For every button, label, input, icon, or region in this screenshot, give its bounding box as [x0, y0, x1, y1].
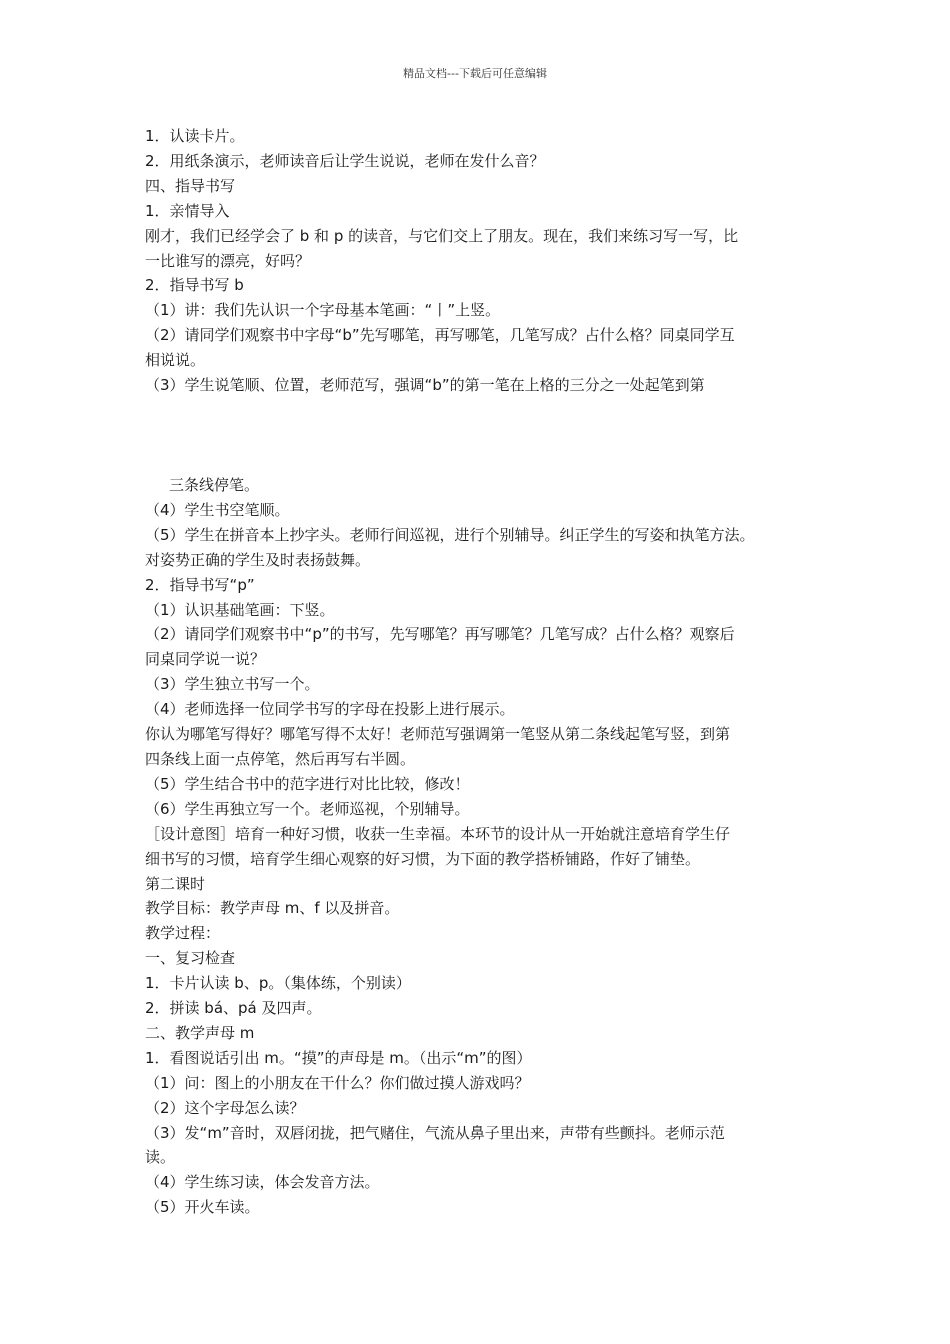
- text-line: 2．拼读 bá、pá 及四声。: [145, 999, 322, 1018]
- text-line: 2．用纸条演示，老师读音后让学生说说，老师在发什么音？: [145, 151, 545, 170]
- text-line: 对姿势正确的学生及时表扬鼓舞。: [145, 550, 371, 569]
- text-line: 你认为哪笔写得好？哪笔写得不太好！老师范写强调第一笔竖从第二条线起笔写竖，到第: [145, 725, 731, 744]
- text-line: （1）认识基础笔画：下竖。: [145, 600, 335, 619]
- text-line: 同桌同学说一说？: [145, 650, 266, 669]
- text-line: （1）讲：我们先认识一个字母基本笔画：“丨”上竖。: [145, 301, 501, 320]
- text-line: 2．指导书写“p”: [145, 575, 255, 594]
- text-line: ［设计意图］培育一种好习惯，收获一生幸福。本环节的设计从一开始就注意培育学生仔: [145, 824, 731, 843]
- text-line: 四条线上面一点停笔，然后再写右半圆。: [145, 749, 416, 768]
- text-line: （4）老师选择一位同学书写的字母在投影上进行展示。: [145, 700, 515, 719]
- text-line: 三条线停笔。: [169, 476, 260, 494]
- text-line: 1．看图说话引出 m。“摸”的声母是 m。（出示“m”的图）: [145, 1048, 532, 1067]
- text-line: （2）请同学们观察书中“p”的书写，先写哪笔？再写哪笔？几笔写成？占什么格？观察后: [145, 625, 735, 644]
- text-line: （2）这个字母怎么读？: [145, 1098, 305, 1117]
- text-line: 2．指导书写 b: [145, 276, 244, 295]
- text-line: 教学目标：教学声母 m、f 以及拼音。: [145, 899, 400, 918]
- text-line: （6）学生再独立写一个。老师巡视，个别辅导。: [145, 799, 470, 818]
- text-line: 1．卡片认读 b、p。（集体练，个别读）: [145, 974, 411, 993]
- section-heading: 二、教学声母 m: [145, 1023, 255, 1042]
- text-block-bottom: [145, 473, 825, 1220]
- text-line: （1）问：图上的小朋友在干什么？你们做过摸人游戏吗？: [145, 1073, 530, 1092]
- text-line: 1．亲情导入: [145, 201, 230, 220]
- text-block-top: [145, 124, 825, 398]
- text-line: （2）请同学们观察书中字母“b”先写哪笔，再写哪笔，几笔写成？占什么格？同桌同学互: [145, 326, 735, 345]
- text-line: （5）开火车读。: [145, 1198, 260, 1217]
- text-line: 1．认读卡片。: [145, 127, 245, 145]
- text-line: 教学过程：: [145, 924, 221, 943]
- text-line: 细书写的习惯，培育学生细心观察的好习惯，为下面的教学搭桥铺路，作好了铺垫。: [145, 849, 701, 868]
- page-header: 精品文档---下载后可任意编辑: [403, 67, 547, 80]
- text-line: （5）学生结合书中的范字进行对比比较，修改！: [145, 774, 470, 793]
- text-line: （3）学生说笔顺、位置，老师范写，强调“b”的第一笔在上格的三分之一处起笔到第: [145, 376, 705, 395]
- text-line: （4）学生练习读，体会发音方法。: [145, 1173, 380, 1192]
- text-line: （3）发“m”音时，双唇闭拢，把气赌住，气流从鼻子里出来，声带有些颤抖。老师示范: [145, 1123, 725, 1142]
- text-line: 刚才，我们已经学会了 b 和 p 的读音，与它们交上了朋友。现在，我们来练习写一写，比: [145, 226, 739, 245]
- text-line: （3）学生独立书写一个。: [145, 675, 320, 694]
- text-line: 一比谁写的漂亮，好吗？: [145, 251, 311, 270]
- section-heading: 四、指导书写: [145, 176, 236, 195]
- text-line: 读。: [145, 1148, 176, 1167]
- text-line: （5）学生在拼音本上抄字头。老师行间巡视，进行个别辅导。纠正学生的写姿和执笔方法。: [145, 525, 755, 544]
- section-heading: 一、复习检查: [145, 949, 236, 968]
- text-line: 相说说。: [145, 351, 206, 370]
- text-line: （4）学生书空笔顺。: [145, 500, 290, 519]
- section-heading: 第二课时: [145, 874, 206, 893]
